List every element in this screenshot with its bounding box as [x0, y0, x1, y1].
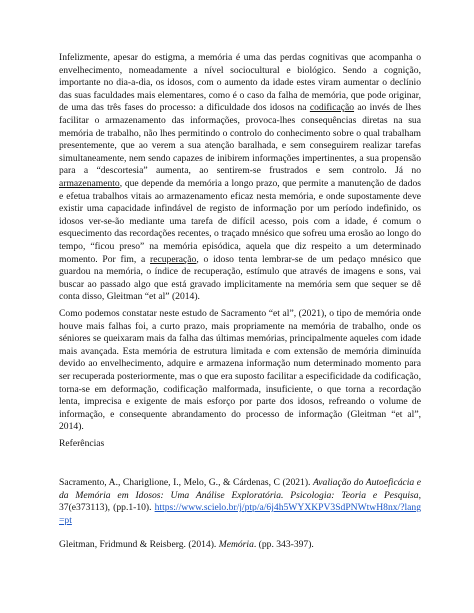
paragraph-1-text-a: Infelizmente, apesar do estigma, a memória é uma das perdas cognitivas que acompanha o envelhecimento, nomeadamente a nível sociocultural e biológico. Sendo a cognição, importante no dia-a-dia, os idosos, com o aumento da idade estes viram aumentar o declínio das suas faculdades mais elementares, como é o caso da falha de memória, que pode originar, de uma das três fases do processo: a dificuldade dos idosos na — [59, 52, 421, 114]
references-heading: Referências — [59, 438, 105, 449]
body-paragraph-2: Como podemos constatar neste estudo de Sacramento “et al”, (2021), o tipo de memória onde houve mais falhas foi, a curto prazo, mais propriamente na memória de trabalho, onde os séniores se queixaram mais da falha das últimas memórias, principalmente aqueles com idade mais avançada. Esta memória de estrutura limitada e com extensão de memória diminuída devido ao envelhecimento, adquire e armazena informação num determinado momento para ser recuperada posteriormente, mas o que era suposto facilitar a especificidade da codificação, torna-se em deformação, codificação malformada, insuficiente, o que torna a recordação lenta, imprecisa e exigente de mais esforço por parte dos idosos, refreando o volume de informação, e consequente abrandamento do processo de informação (Gleitman “et al”, 2014). — [59, 308, 421, 433]
paragraph-1-text-b: ao invés de lhes facilitar o armazenamento das informações, provoca-lhes consequências diretas na sua memória de trabalho, não lhes permitindo o controlo do conhecimento sobre o qual trabalham presentemente, que ao verem a sua atenção baralhada, e sem conseguirem realizar tarefas simultaneamente, nem sendo capazes de inibirem informações impertinentes, a sua propensão para a “descortesia” aumenta, ao sentirem-se frustrados e sem controlo. Já no — [59, 102, 421, 177]
reference-1-title: Avaliação do Autoeficácia e da Memória em Idosos: Uma Análise Exploratória. Psicologia: Teoria e Pesquisa — [59, 477, 421, 501]
reference-2 — [59, 539, 421, 552]
reference-1-link[interactable]: https://www.scielo.br/j/ptp/a/6j4h5WYXKPV3SdPNWtwH8nx/?lang=pt — [59, 502, 421, 526]
paragraph-1-text-c: , que depende da memória a longo prazo, que permite a manutenção de dados e efetua trabalhos vitais ao armazenamento eficaz nesta memória, e onde supostamente deve existir uma capacidade infindável de registo de informação por um período indefinido, os idosos ver-se-ão mediante uma tarefa de difícil acesso, pois com a idade, é comum o esquecimento das recordações recentes, o traçado mnésico que sofreu uma erosão ao longo do tempo, “ficou preso” na memória episódica, aquela que diz respeito a um determinado momento. Por fim, a — [59, 177, 421, 265]
body-paragraph-1 — [59, 52, 421, 304]
reference-2-authors: Gleitman, Fridmund & Reisberg. (2014). — [59, 539, 219, 550]
reference-1-details: , 37(e373113), (pp.1-10). — [59, 489, 421, 514]
reference-2-title: Memória — [218, 539, 254, 550]
reference-2-details: . (pp. 343-397). — [253, 539, 314, 550]
term-codificacao: codificação — [309, 102, 355, 114]
term-armazenamento: armazenamento — [59, 177, 120, 189]
paragraph-1-text-d: , o idoso tenta lembrar-se de um pedaço mnésico que guardou na memória, o índice de recuperação, estímulo que através de imagens e sons, vai buscar ao passado algo que está gravado implicitamente na memória sem que sequer se dê conta disso, Gleitman “et al” (2014). — [59, 253, 422, 303]
reference-1 — [59, 477, 421, 527]
term-recuperacao: recuperação — [150, 253, 197, 265]
reference-1-authors: Sacramento, A., Chariglione, I., Melo, G., & Cárdenas, C (2021). — [59, 477, 313, 488]
